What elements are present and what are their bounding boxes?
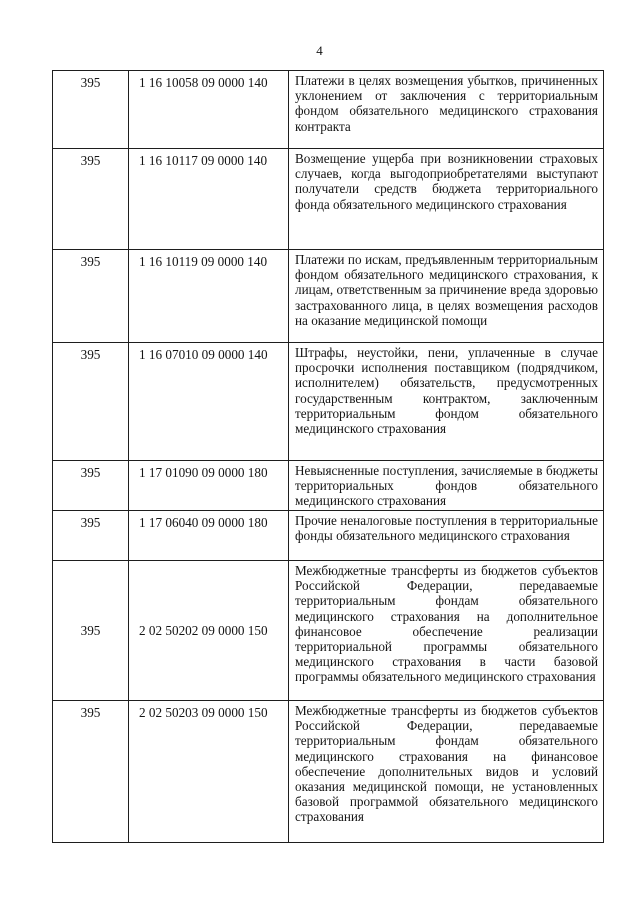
income-name-cell: Межбюджетные трансферты из бюджетов субъектов Российской Федерации, передаваемые территориальным фондам обязательного медицинского страхования на дополнительное финансовое обеспечение реализации территориальной программы обязательного медицинского страхования в части базовой программы обязательного медицинского страхования (289, 561, 604, 701)
admin-code-cell: 395 (53, 250, 129, 343)
table-row (53, 561, 604, 701)
admin-code-cell: 395 (53, 71, 129, 149)
income-name-cell: Платежи в целях возмещения убытков, причиненных уклонением от заключения с территориальным фондом обязательного медицинского страхования контракта (289, 71, 604, 149)
income-name-cell: Невыясненные поступления, зачисляемые в бюджеты территориальных фондов обязательного медицинского страхования (289, 461, 604, 511)
page-number: 4 (316, 43, 323, 58)
income-code-cell: 1 16 10117 09 0000 140 (129, 149, 289, 250)
income-code-cell: 1 16 07010 09 0000 140 (129, 343, 289, 461)
income-name-cell: Межбюджетные трансферты из бюджетов субъектов Российской Федерации, передаваемые территориальным фондам обязательного медицинского страхования на финансовое обеспечение дополнительных видов и условий оказания медицинской помощи, не установленных базовой программой обязательного медицинского страхования (289, 701, 604, 843)
admin-code-cell: 395 (53, 561, 129, 701)
income-code-cell: 1 17 01090 09 0000 180 (129, 461, 289, 511)
table-row (53, 511, 604, 561)
table-row (53, 250, 604, 343)
admin-code-cell: 395 (53, 701, 129, 843)
table-row (53, 701, 604, 843)
income-name-cell: Платежи по искам, предъявленным территориальным фондом обязательного медицинского страхования, к лицам, ответственным за причинение вреда здоровью застрахованного лица, в целях возмещения расходов на оказание медицинской помощи (289, 250, 604, 343)
admin-code-cell: 395 (53, 343, 129, 461)
table-row (53, 461, 604, 511)
income-code-cell: 1 16 10119 09 0000 140 (129, 250, 289, 343)
admin-code-cell: 395 (53, 149, 129, 250)
income-code-cell: 1 16 10058 09 0000 140 (129, 71, 289, 149)
table-row (53, 71, 604, 149)
income-name-cell: Возмещение ущерба при возникновении страховых случаев, когда выгодоприобретателями выступают получатели средств бюджета территориального фонда обязательного медицинского страхования (289, 149, 604, 250)
income-name-cell: Прочие неналоговые поступления в территориальные фонды обязательного медицинского страхования (289, 511, 604, 561)
table-row (53, 149, 604, 250)
income-name-cell: Штрафы, неустойки, пени, уплаченные в случае просрочки исполнения поставщиком (подрядчиком, исполнителем) обязательств, предусмотренных государственным контрактом, заключенным территориальным фондом обязательного медицинского страхования (289, 343, 604, 461)
admin-code-cell: 395 (53, 461, 129, 511)
table-row (53, 343, 604, 461)
income-code-cell: 1 17 06040 09 0000 180 (129, 511, 289, 561)
income-code-cell: 2 02 50202 09 0000 150 (129, 561, 289, 701)
income-code-cell: 2 02 50203 09 0000 150 (129, 701, 289, 843)
admin-code-cell: 395 (53, 511, 129, 561)
income-codes-table (52, 70, 604, 843)
